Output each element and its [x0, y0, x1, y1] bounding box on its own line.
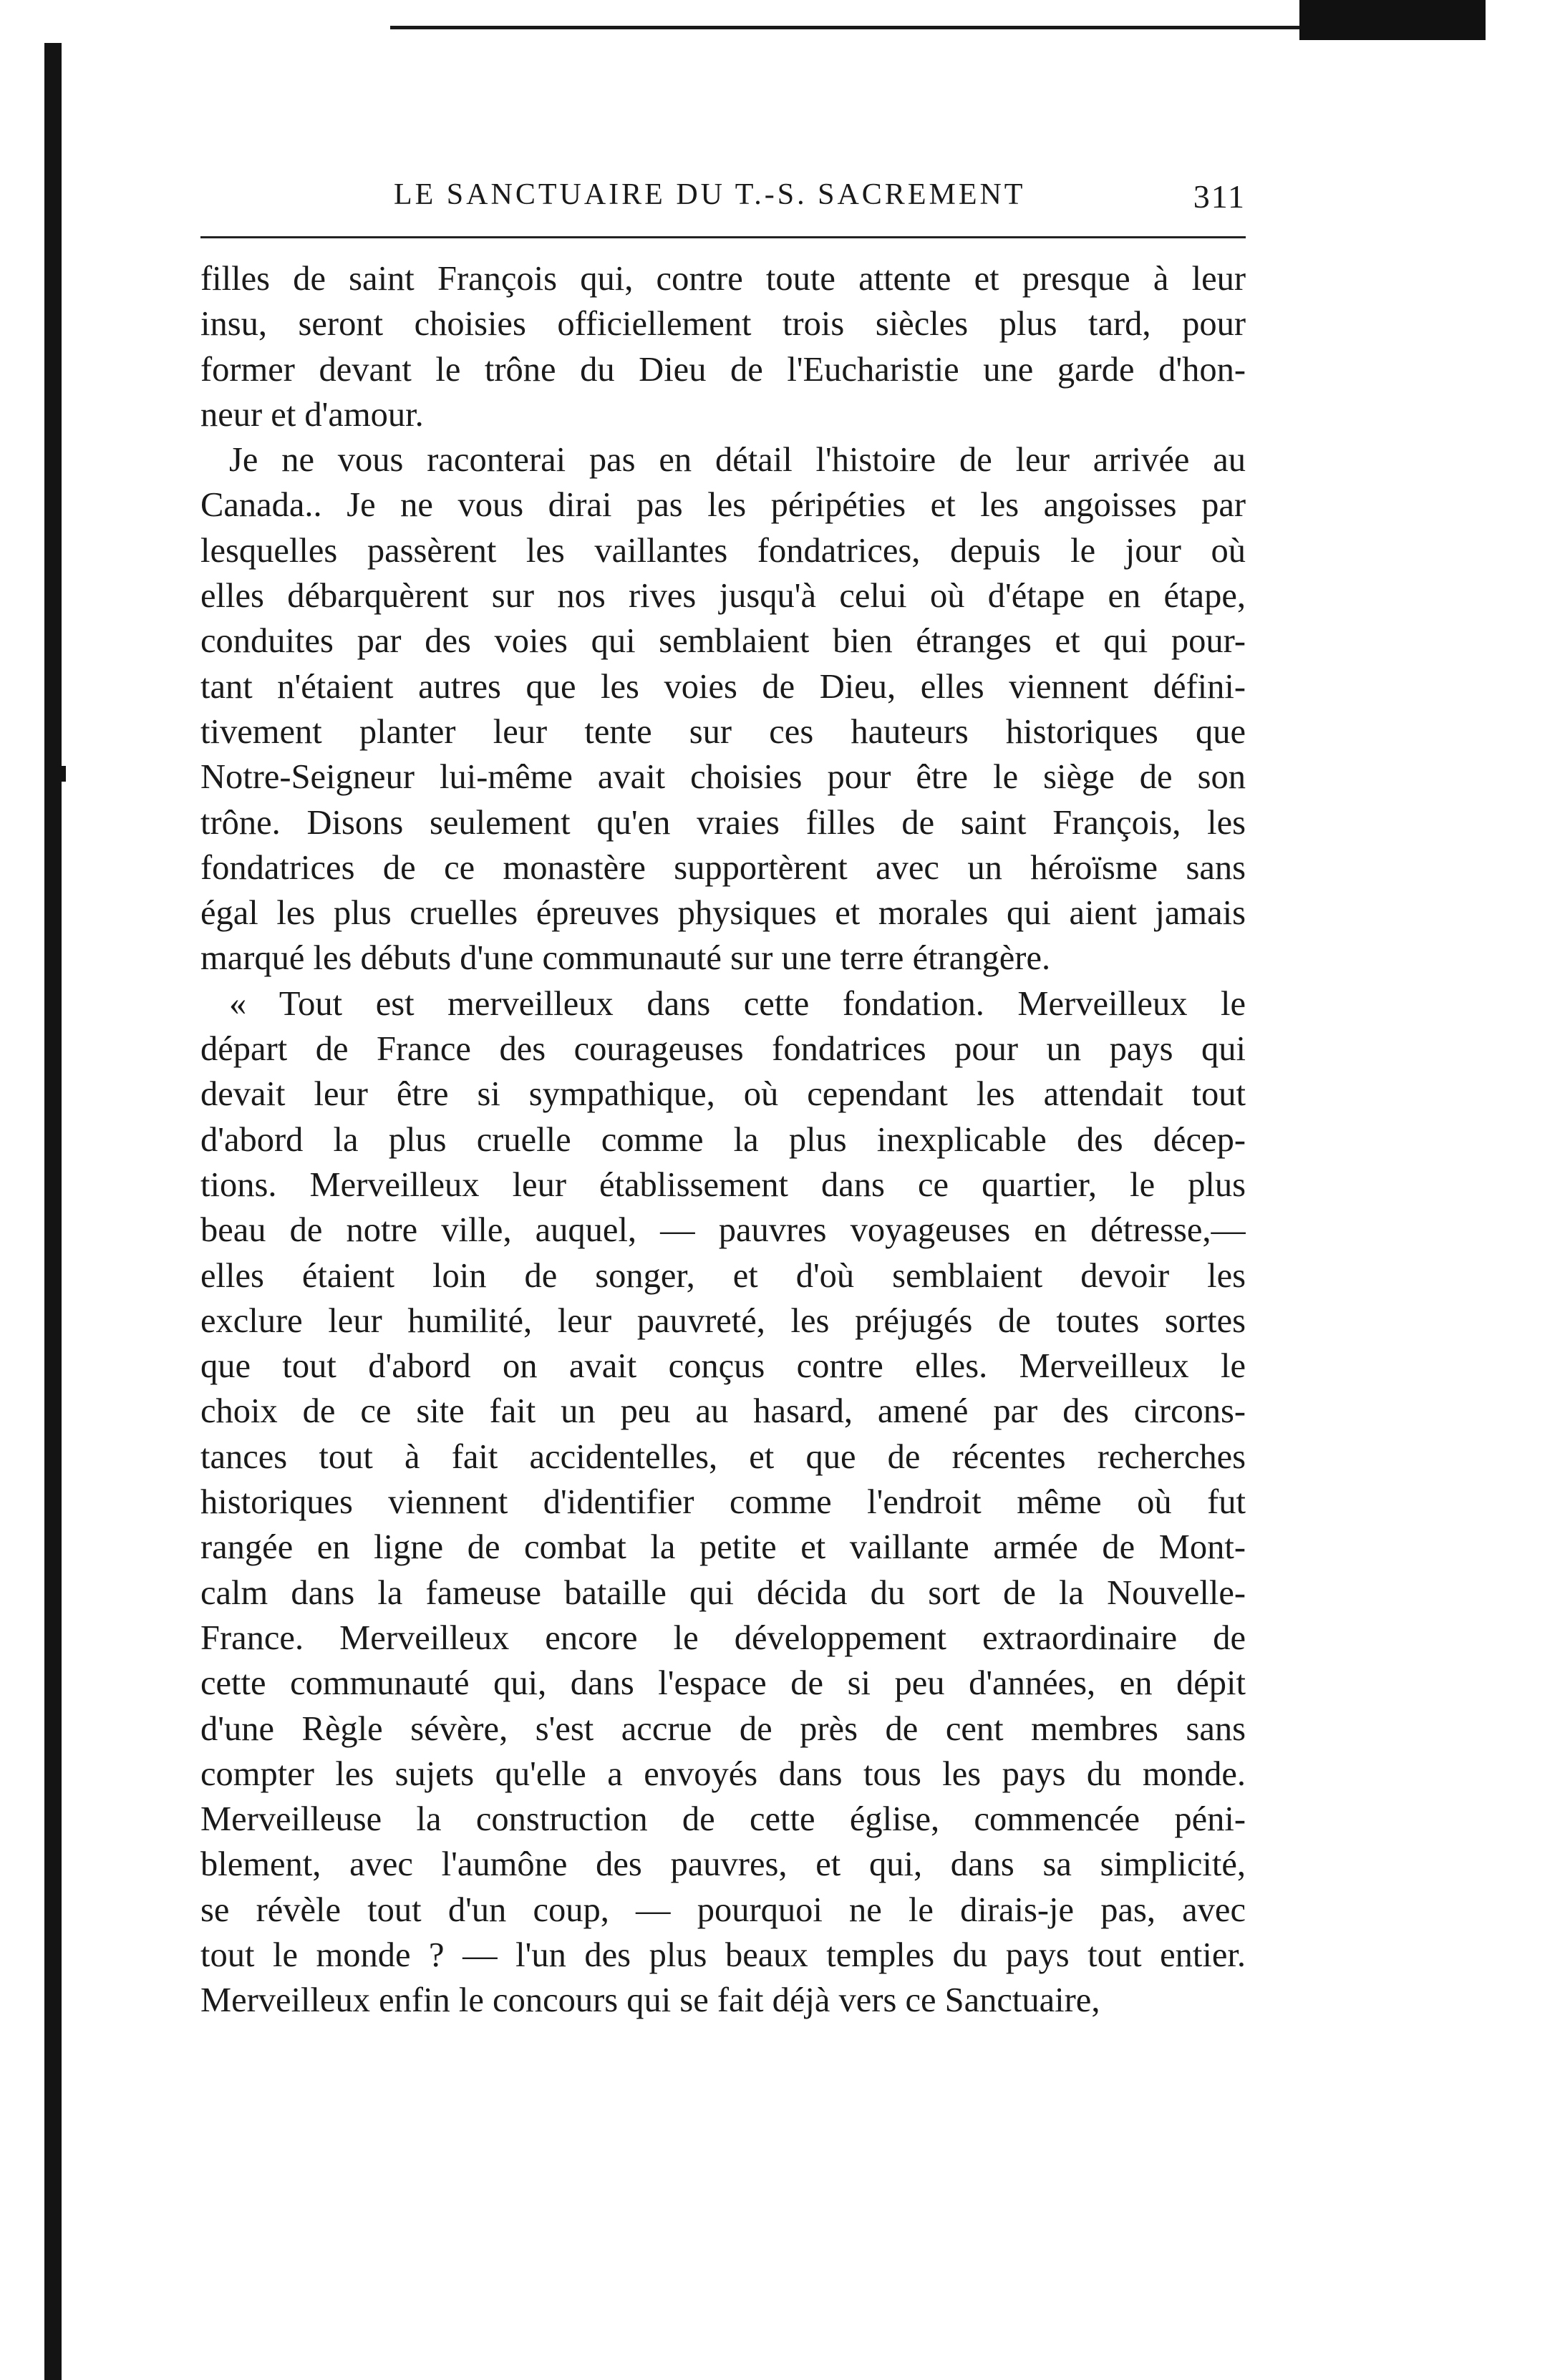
text-line: marqué les débuts d'une communauté sur une terre étrangère. [200, 939, 1051, 978]
page-number: 311 [1193, 178, 1246, 215]
text-line: historiques viennent d'identifier comme l'endroit même où fut [200, 1483, 1246, 1522]
text-line: fondatrices de ce monastère supportèrent avec un héroïsme sans [200, 848, 1246, 887]
text-line: tant n'étaient autres que les voies de Dieu, elles viennent défini- [200, 667, 1246, 706]
text-line: tions. Merveilleux leur établissement dans ce quartier, le plus [200, 1165, 1246, 1204]
text-line: choix de ce site fait un peu au hasard, amené par des circons- [200, 1392, 1246, 1431]
text-line: d'une Règle sévère, s'est accrue de près de cent membres sans [200, 1709, 1246, 1748]
text-line: Canada.. Je ne vous dirai pas les péripéties et les angoisses par [200, 486, 1246, 525]
text-line: cette communauté qui, dans l'espace de si peu d'années, en dépit [200, 1664, 1246, 1703]
text-line: que tout d'abord on avait conçus contre elles. Merveilleux le [200, 1347, 1246, 1386]
text-line: blement, avec l'aumône des pauvres, et qui, dans sa simplicité, [200, 1845, 1246, 1884]
page-binding-edge [44, 43, 62, 2380]
text-line: neur et d'amour. [200, 395, 424, 434]
text-line: égal les plus cruelles épreuves physiques et morales qui aient jamais [200, 894, 1246, 933]
text-line: rangée en ligne de combat la petite et vaillante armée de Mont- [200, 1528, 1246, 1567]
text-line: se révèle tout d'un coup, — pourquoi ne le dirais-je pas, avec [200, 1890, 1246, 1929]
header-rule [200, 236, 1246, 238]
text-line: elles débarquèrent sur nos rives jusqu'à celui où d'étape en étape, [200, 577, 1246, 616]
paragraph [200, 437, 1246, 981]
text-line: trône. Disons seulement qu'en vraies filles de saint François, les [200, 803, 1246, 842]
text-line: lesquelles passèrent les vaillantes fondatrices, depuis le jour où [200, 531, 1246, 570]
paragraph [200, 981, 1246, 2024]
text-line: départ de France des courageuses fondatrices pour un pays qui [200, 1030, 1246, 1069]
text-line: filles de saint François qui, contre toute attente et presque à leur [200, 260, 1246, 298]
text-line: conduites par des voies qui semblaient bien étranges et qui pour- [200, 622, 1246, 661]
text-line: beau de notre ville, auquel, — pauvres voyageuses en détresse,— [200, 1211, 1246, 1250]
top-scan-rule [390, 0, 1486, 40]
text-line: Je ne vous raconterai pas en détail l'histoire de leur arrivée au [229, 441, 1246, 480]
running-header-title: LE SANCTUAIRE DU T.-S. SACREMENT [394, 178, 1026, 211]
text-line: d'abord la plus cruelle comme la plus inexplicable des décep- [200, 1120, 1246, 1159]
text-line: Notre-Seigneur lui-même avait choisies pour être le siège de son [200, 758, 1246, 797]
text-line: France. Merveilleux encore le développement extraordinaire de [200, 1618, 1246, 1657]
text-line: « Tout est merveilleux dans cette fondation. Merveilleux le [229, 984, 1246, 1023]
text-line: Merveilleux enfin le concours qui se fait déjà vers ce Sanctuaire, [200, 1981, 1100, 2020]
running-header [200, 178, 1246, 225]
text-line: tances tout à fait accidentelles, et que de récentes recherches [200, 1437, 1246, 1476]
text-line: Merveilleuse la construction de cette église, commencée péni- [200, 1800, 1246, 1839]
text-line: compter les sujets qu'elle a envoyés dans tous les pays du monde. [200, 1754, 1246, 1793]
text-line: insu, seront choisies officiellement trois siècles plus tard, pour [200, 305, 1246, 344]
text-line: devait leur être si sympathique, où cependant les attendait tout [200, 1075, 1246, 1114]
text-line: elles étaient loin de songer, et d'où semblaient devoir les [200, 1256, 1246, 1295]
top-scan-rule-block [1299, 0, 1486, 40]
text-line: tivement planter leur tente sur ces hauteurs historiques que [200, 712, 1246, 751]
text-line: calm dans la fameuse bataille qui décida du sort de la Nouvelle- [200, 1573, 1246, 1612]
paragraph [200, 256, 1246, 437]
text-line: exclure leur humilité, leur pauvreté, les préjugés de toutes sortes [200, 1301, 1246, 1340]
page-binding-notch [56, 766, 66, 782]
page-body-text [200, 256, 1246, 2024]
text-line: tout le monde ? — l'un des plus beaux temples du pays tout entier. [200, 1935, 1246, 1974]
text-line: former devant le trône du Dieu de l'Eucharistie une garde d'hon- [200, 350, 1246, 389]
